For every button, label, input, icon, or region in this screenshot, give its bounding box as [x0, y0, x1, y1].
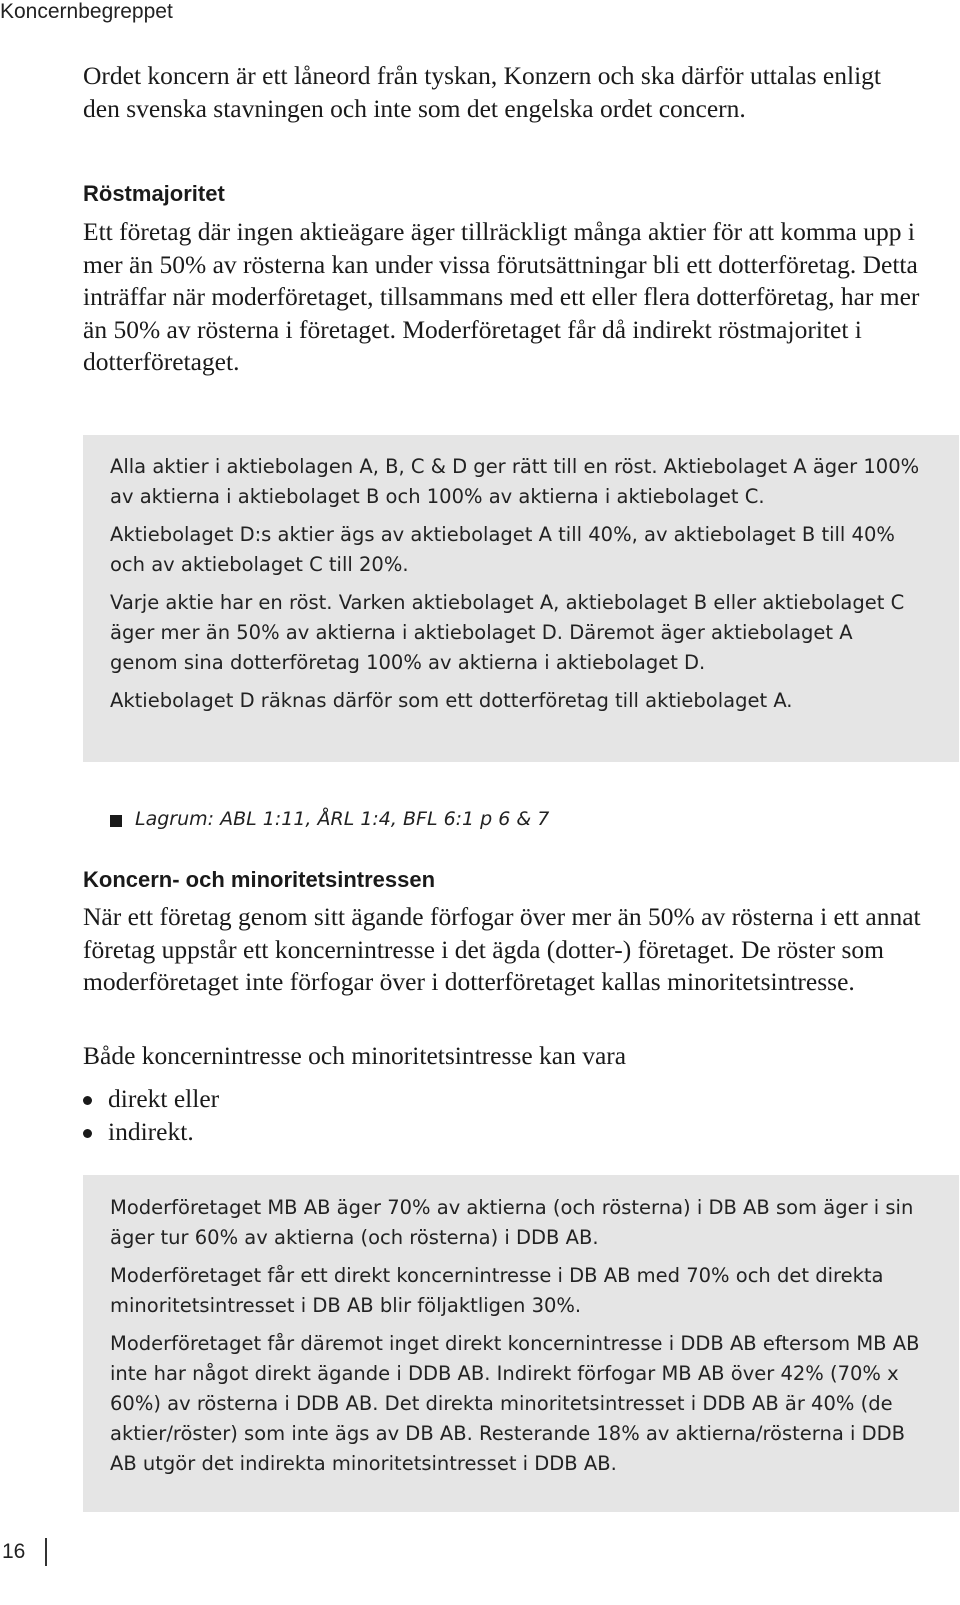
page-number: 16 — [2, 1540, 26, 1563]
example-paragraph: Aktiebolaget D räknas därför som ett dotterföretag till aktiebolaget A. — [110, 689, 793, 712]
koncern-minoritet-paragraph: När ett företag genom sitt ägande förfogar över mer än 50% av rösterna i ett annat företag uppstår ett koncernintresse i det ägda (dotter-) företaget. De röster som moderföretaget inte förfogar över i dotterföretaget kallas minoritetsintresse. — [83, 902, 921, 996]
example-paragraph: Moderföretaget får däremot inget direkt koncernintresse i DDB AB eftersom MB AB inte har något direkt ägande i DDB AB. Indirekt förfogar MB AB över 42% (70% x 60%) av rösterna i DDB AB. Det direkta minoritetsintresset i DDB AB är 40% (de aktier/röster) som inte ägs av DB AB. Resterande 18% av aktierna/rösterna i DDB AB utgör det indirekta minoritetsintresset i DDB AB. — [110, 1332, 920, 1475]
rostmajoritet-paragraph: Ett företag där ingen aktieägare äger tillräckligt många aktier för att komma upp i mer än 50% av rösterna kan under vissa förutsättningar bli ett dotterföretag. Detta inträffar när moderföretaget, tillsammans med ett eller flera dotterföretag, har mer än 50% av rösterna i företaget. Moderföretaget får då indirekt röstmajoritet i dotterföretaget. — [83, 217, 920, 376]
running-head: Koncernbegreppet — [0, 0, 173, 23]
example-box-rostmajoritet — [83, 435, 959, 762]
rostmajoritet-heading: Röstmajoritet — [83, 181, 225, 206]
list-item: direkt eller — [81, 1083, 681, 1116]
example-box-koncernintresse — [83, 1175, 959, 1512]
example-paragraph: Moderföretaget MB AB äger 70% av aktierna (och rösterna) i DB AB som äger i sin äger tur 60% av aktierna (och rösterna) i DDB AB. — [110, 1196, 914, 1249]
lagrum-reference: Lagrum: ABL 1:11, ÅRL 1:4, BFL 6:1 p 6 & 7 — [135, 808, 550, 830]
example-paragraph: Alla aktier i aktiebolagen A, B, C & D ger rätt till en röst. Aktiebolaget A äger 100% av aktierna i aktiebolaget B och 100% av aktierna i aktiebolaget C. — [110, 455, 920, 508]
example-paragraph: Moderföretaget får ett direkt koncernintresse i DB AB med 70% och det direkta minoritetsintresset i DB AB blir följaktligen 30%. — [110, 1264, 884, 1317]
koncern-minoritet-paragraph-2: Både koncernintresse och minoritetsintresse kan vara — [83, 1041, 627, 1070]
intro-paragraph: Ordet koncern är ett låneord från tyskan, Konzern och ska därför uttalas enligt den svenska stavningen och inte som det engelska ordet concern. — [83, 61, 881, 123]
list-item: indirekt. — [81, 1116, 681, 1149]
page-number-divider — [45, 1538, 47, 1566]
direkt-indirekt-list — [81, 1083, 681, 1148]
example-paragraph: Varje aktie har en röst. Varken aktiebolaget A, aktiebolaget B eller aktiebolaget C äger mer än 50% av aktierna i aktiebolaget D. Däremot äger aktiebolaget A genom sina dotterföretag 100% av aktierna i aktiebolaget D. — [110, 591, 905, 674]
square-bullet-icon — [110, 815, 122, 827]
example-paragraph: Aktiebolaget D:s aktier ägs av aktiebolaget A till 40%, av aktiebolaget B till 40% och av aktiebolaget C till 20%. — [110, 523, 895, 576]
koncern-minoritet-heading: Koncern- och minoritetsintressen — [83, 867, 436, 892]
